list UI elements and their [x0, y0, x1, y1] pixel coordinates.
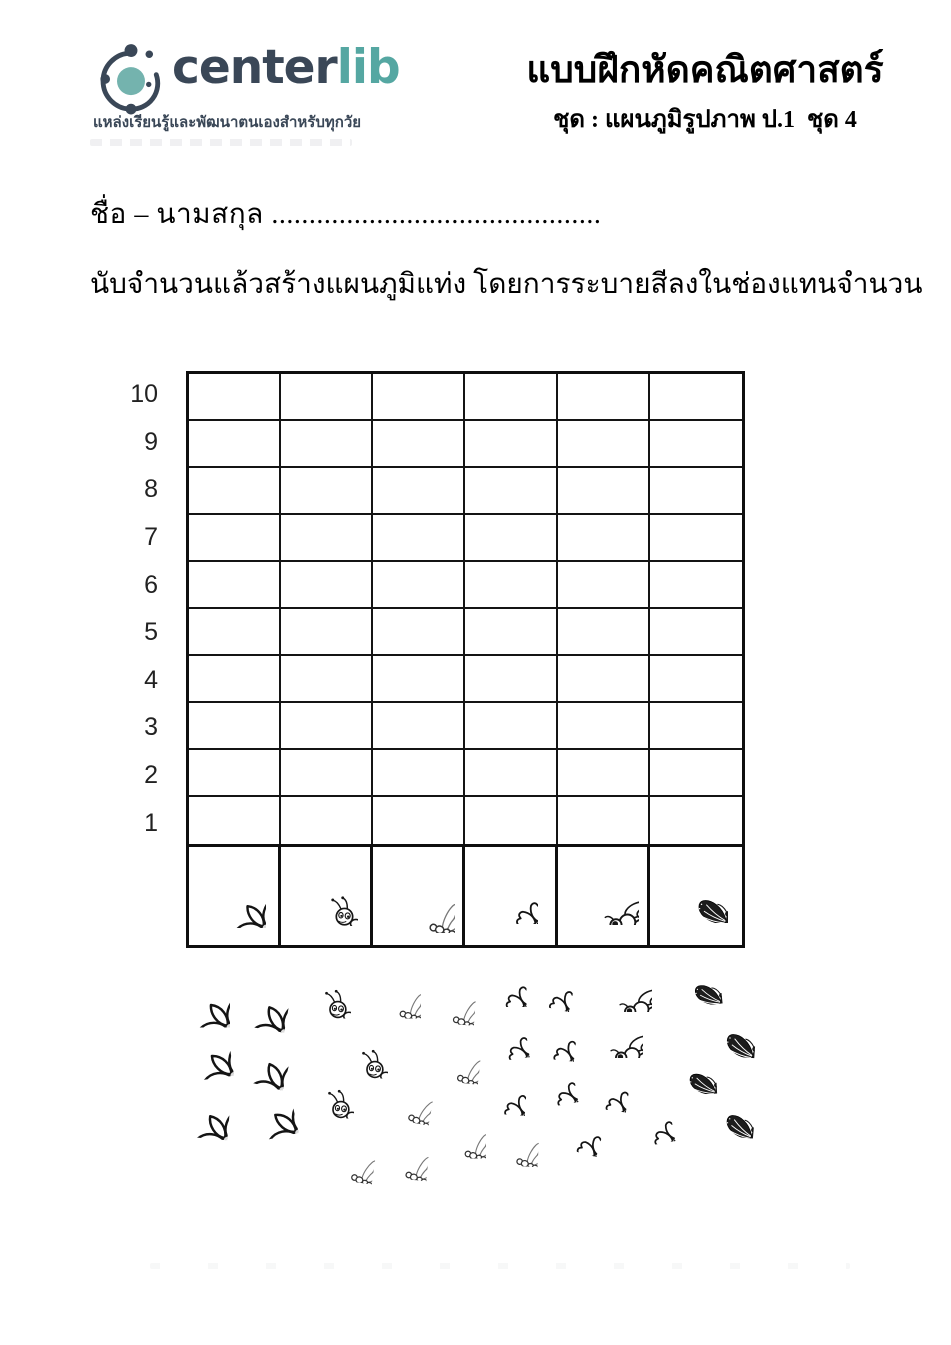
grid-cell[interactable]: [558, 515, 650, 562]
grid-cell[interactable]: [465, 421, 557, 468]
grid-cell[interactable]: [281, 468, 373, 515]
cherry-blossom-icon: [573, 1053, 633, 1113]
dragonfly-icon: [310, 1115, 380, 1185]
grid-cell[interactable]: [373, 468, 465, 515]
dragonfly-icon: [381, 859, 455, 933]
grid-cell[interactable]: [465, 797, 557, 844]
flower-picture: [161, 1069, 233, 1145]
dragonfly-picture: [412, 959, 479, 1030]
dragonfly-picture: [364, 1114, 432, 1186]
name-surname-line: ชื่อ – นามสกุล ............................................: [90, 199, 602, 230]
butterfly-picture: [693, 1082, 758, 1143]
grid-cell[interactable]: [373, 515, 465, 562]
cherry-blossom-picture: [474, 954, 527, 1012]
cherry-blossom-icon: [482, 868, 538, 924]
grid-cell[interactable]: [465, 562, 557, 609]
flower-picture: [218, 956, 295, 1037]
cherry-blossom-picture: [521, 1003, 580, 1066]
grid-cell[interactable]: [281, 421, 373, 468]
grid-cell[interactable]: [558, 656, 650, 703]
grid-cell[interactable]: [189, 656, 281, 703]
clipped-text-artifact-top: [90, 139, 352, 146]
brand-lib: lib: [336, 40, 400, 95]
grid-cell[interactable]: [558, 703, 650, 750]
grid-cell[interactable]: [650, 421, 742, 468]
bee-icon: [565, 867, 639, 925]
flower-icon: [219, 1011, 299, 1091]
dragonfly-icon: [368, 1054, 440, 1126]
ant-icon: [326, 1021, 388, 1079]
y-axis-label: 4: [144, 665, 158, 694]
grid-cell[interactable]: [189, 703, 281, 750]
y-axis-label: 5: [144, 618, 158, 647]
grid-cell[interactable]: [373, 750, 465, 797]
bee-icon: [582, 957, 652, 1012]
grid-cell[interactable]: [281, 374, 373, 421]
cherry-blossom-icon: [470, 1005, 530, 1065]
cherry-blossom-icon: [545, 1092, 610, 1157]
grid-cell[interactable]: [558, 374, 650, 421]
dragonfly-picture: [310, 1115, 381, 1190]
y-axis-label: 1: [144, 808, 158, 837]
grid-cell[interactable]: [558, 468, 650, 515]
dragonfly-picture: [359, 957, 421, 1024]
butterfly-picture: [657, 1045, 718, 1102]
category-cell-dragonfly: [373, 847, 465, 945]
bee-icon: [573, 1003, 643, 1058]
butterfly-icon: [661, 956, 723, 1010]
cherry-blossom-icon: [474, 954, 527, 1007]
grid-cell[interactable]: [650, 703, 742, 750]
flower-picture: [159, 1010, 234, 1089]
dragonfly-icon: [424, 1097, 486, 1159]
cherry-blossom-picture: [517, 1050, 579, 1116]
flower-picture: [220, 1068, 299, 1151]
category-cell-ant: [281, 847, 373, 945]
butterfly-icon: [664, 869, 728, 923]
flower-icon: [159, 1010, 234, 1085]
flower-picture: [164, 962, 230, 1033]
category-cell-cherry-blossom: [465, 847, 557, 945]
cherry-blossom-icon: [614, 1089, 675, 1150]
cherry-blossom-picture: [470, 1005, 531, 1070]
chart-grid: [186, 371, 745, 847]
category-cell-bee: [558, 847, 650, 945]
dragonfly-picture: [475, 1102, 540, 1172]
grid-cell[interactable]: [650, 797, 742, 844]
brand-center: center: [172, 40, 337, 95]
cherry-blossom-picture: [614, 1089, 676, 1155]
grid-cell[interactable]: [189, 515, 281, 562]
y-axis-labels: [108, 371, 162, 847]
ant-picture: [326, 1021, 388, 1084]
y-axis-label: 9: [144, 427, 158, 456]
ant-picture: [289, 961, 351, 1024]
grid-cell[interactable]: [558, 609, 650, 656]
grid-cell[interactable]: [189, 609, 281, 656]
cherry-blossom-picture: [544, 1092, 610, 1162]
grid-cell[interactable]: [189, 750, 281, 797]
grid-cell[interactable]: [281, 609, 373, 656]
grid-cell[interactable]: [465, 750, 557, 797]
clipped-text-artifact-bottom: [150, 1263, 850, 1269]
dragonfly-icon: [476, 1102, 541, 1167]
grid-cell[interactable]: [373, 562, 465, 609]
dragonfly-icon: [416, 1016, 484, 1084]
grid-cell[interactable]: [189, 421, 281, 468]
grid-cell[interactable]: [373, 609, 465, 656]
dragonfly-icon: [412, 959, 478, 1025]
grid-cell[interactable]: [189, 797, 281, 844]
grid-cell[interactable]: [465, 609, 557, 656]
ant-icon: [289, 961, 351, 1019]
grid-cell[interactable]: [465, 468, 557, 515]
grid-cell[interactable]: [373, 421, 465, 468]
grid-cell[interactable]: [650, 562, 742, 609]
y-axis-label: 8: [144, 475, 158, 504]
y-axis-label: 2: [144, 761, 158, 790]
cherry-blossom-icon: [517, 949, 580, 1012]
dragonfly-icon: [359, 957, 421, 1019]
ant-picture: [292, 1061, 354, 1124]
butterfly-picture: [692, 1001, 758, 1063]
category-cell-butterfly: [650, 847, 742, 945]
category-icon-row: [186, 847, 745, 948]
flower-icon: [161, 1069, 233, 1141]
worksheet-title: แบบฝึกหัดคณิตศาสตร์: [526, 50, 884, 91]
y-axis-label: 7: [144, 523, 158, 552]
grid-cell[interactable]: [558, 421, 650, 468]
grid-cell[interactable]: [465, 374, 557, 421]
grid-cell[interactable]: [558, 797, 650, 844]
cherry-blossom-icon: [472, 1059, 529, 1116]
cherry-blossom-picture: [573, 1053, 634, 1118]
grid-cell[interactable]: [373, 703, 465, 750]
cherry-blossom-icon: [521, 1003, 579, 1061]
flower-picture: [217, 1011, 298, 1096]
worksheet-subtitle: ชุด : แผนภูมิรูปภาพ ป.1 ชุด 4: [553, 106, 857, 133]
cherry-blossom-picture: [516, 949, 580, 1017]
grid-cell[interactable]: [189, 374, 281, 421]
grid-cell[interactable]: [650, 656, 742, 703]
dragonfly-picture: [416, 1016, 485, 1089]
grid-cell[interactable]: [650, 609, 742, 656]
butterfly-icon: [692, 1001, 758, 1058]
grid-cell[interactable]: [281, 797, 373, 844]
grid-cell[interactable]: [189, 562, 281, 609]
grid-cell[interactable]: [373, 656, 465, 703]
y-axis-label: 6: [144, 570, 158, 599]
bee-picture: [573, 1003, 643, 1063]
flower-icon: [219, 956, 295, 1032]
grid-cell[interactable]: [465, 656, 557, 703]
brand-tagline: แหล่งเรียนรู้และพัฒนาตนเองสำหรับทุกวัย: [93, 113, 362, 131]
dragonfly-icon: [365, 1114, 432, 1181]
bee-picture: [582, 957, 652, 1017]
cherry-blossom-icon: [517, 1050, 578, 1111]
grid-cell[interactable]: [373, 797, 465, 844]
cherry-blossom-picture: [472, 1059, 529, 1121]
dragonfly-picture: [367, 1054, 440, 1131]
grid-cell[interactable]: [650, 515, 742, 562]
grid-cell[interactable]: [465, 515, 557, 562]
grid-cell[interactable]: [558, 562, 650, 609]
brand-wordmark: [172, 40, 400, 95]
grid-cell[interactable]: [558, 750, 650, 797]
flower-icon: [220, 1068, 298, 1146]
grid-cell[interactable]: [465, 703, 557, 750]
flower-icon: [164, 962, 230, 1028]
dragonfly-picture: [424, 1097, 486, 1164]
butterfly-icon: [693, 1082, 757, 1138]
grid-cell[interactable]: [650, 374, 742, 421]
grid-cell[interactable]: [650, 468, 742, 515]
grid-cell[interactable]: [650, 750, 742, 797]
ant-icon: [294, 866, 358, 926]
y-axis-label: 10: [130, 380, 158, 409]
butterfly-picture: [661, 956, 723, 1015]
grid-cell[interactable]: [373, 374, 465, 421]
grid-cell[interactable]: [281, 703, 373, 750]
instruction-text: นับจำนวนแล้วสร้างแผนภูมิแท่ง โดยการระบายสีลงในช่องแทนจำนวน: [90, 269, 923, 300]
grid-cell[interactable]: [281, 562, 373, 609]
butterfly-icon: [657, 1045, 717, 1097]
grid-cell[interactable]: [281, 515, 373, 562]
flower-icon: [202, 864, 266, 928]
y-axis-label: 3: [144, 713, 158, 742]
category-cell-flower: [189, 847, 281, 945]
ant-icon: [292, 1061, 354, 1119]
grid-cell[interactable]: [281, 750, 373, 797]
grid-cell[interactable]: [189, 468, 281, 515]
grid-cell[interactable]: [281, 656, 373, 703]
title-block: [515, 50, 895, 138]
